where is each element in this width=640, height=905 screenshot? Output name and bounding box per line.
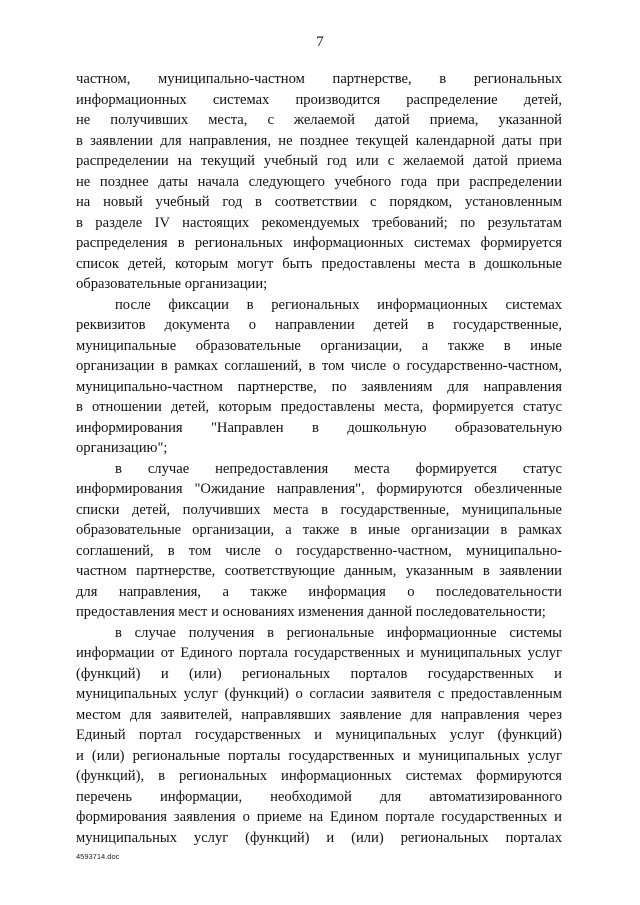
text-line: список детей, которым могут быть предоставлены места в дошкольные: [76, 255, 562, 272]
body-text: [76, 69, 562, 848]
text-line: муниципальных услуг (функций) о согласии заявителя с предоставленным: [76, 686, 562, 702]
text-line: перечень информации, необходимой для автоматизированного: [76, 788, 562, 805]
text-line: (функций) и (или) региональных порталов государственных и: [76, 665, 562, 682]
text-line: на новый учебный год в соответствии с порядком, установленным: [76, 194, 562, 210]
text-line: распределения в региональных информационных системах формируется: [76, 235, 562, 251]
text-line: образовательные организации;: [76, 276, 268, 292]
text-line: муниципальные образовательные организации, а также в иные: [76, 337, 562, 354]
text-line: (функций), в региональных информационных системах формируются: [76, 768, 562, 784]
paragraph-first-line: в случае получения в региональные информационные системы: [115, 624, 562, 641]
paragraph-first-line: в случае непредоставления места формируется статус: [115, 460, 562, 477]
text-line: соглашений, в том числе о государственно-частном, муниципально-: [76, 542, 562, 559]
text-line: организацию";: [76, 440, 168, 456]
text-line: в отношении детей, которым предоставлены места, формируется статус: [76, 399, 562, 415]
text-line: информирования "Ожидание направления", формируются обезличенные: [76, 481, 562, 497]
text-line: информирования "Направлен в дошкольную образовательную: [76, 419, 562, 436]
text-line: списки детей, получивших места в государственные, муниципальные: [76, 501, 562, 518]
document-file-id: 4593714.doc: [76, 852, 120, 861]
text-line: муниципально-частном партнерстве, по заявлениям для направления: [76, 378, 562, 395]
text-line: местом для заявителей, направлявших заявление для направления через: [76, 706, 562, 723]
text-line: организации в рамках соглашений, в том числе о государственно-частном,: [76, 358, 562, 374]
text-line: муниципальных услуг (функций) и (или) региональных порталах: [76, 829, 562, 846]
text-line: реквизитов документа о направлении детей в государственные,: [76, 317, 562, 333]
text-line: формирования заявления о приеме на Едином портале государственных и: [76, 809, 562, 825]
text-line: образовательные организации, а также в иные организации в рамках: [76, 522, 562, 538]
text-line: не позднее даты начала следующего учебного года при распределении: [76, 173, 562, 190]
text-line: в заявлении для направления, не позднее текущей календарной даты при: [76, 132, 562, 149]
text-line: предоставления мест и основаниях изменения данной последовательности;: [76, 604, 546, 620]
text-line: частном, муниципально-частном партнерстве, в региональных: [76, 71, 562, 87]
text-line: для направления, а также информация о последовательности: [76, 583, 562, 600]
text-line: не получивших места, с желаемой датой приема, указанной: [76, 112, 562, 128]
text-line: Единый портал государственных и муниципальных услуг (функций): [76, 727, 562, 743]
text-line: в разделе IV настоящих рекомендуемых требований; по результатам: [76, 214, 562, 231]
text-line: и (или) региональные порталы государственных и муниципальных услуг: [76, 747, 562, 764]
text-line: информации от Единого портала государственных и муниципальных услуг: [76, 645, 562, 661]
paragraph-first-line: после фиксации в региональных информационных системах: [115, 296, 562, 313]
page-number: 7: [316, 34, 324, 50]
text-line: информационных системах производится распределение детей,: [76, 91, 562, 108]
text-line: распределении на текущий учебный год или с желаемой датой приема: [76, 153, 562, 169]
text-line: частном партнерстве, соответствующие данным, указанным в заявлении: [76, 563, 562, 579]
